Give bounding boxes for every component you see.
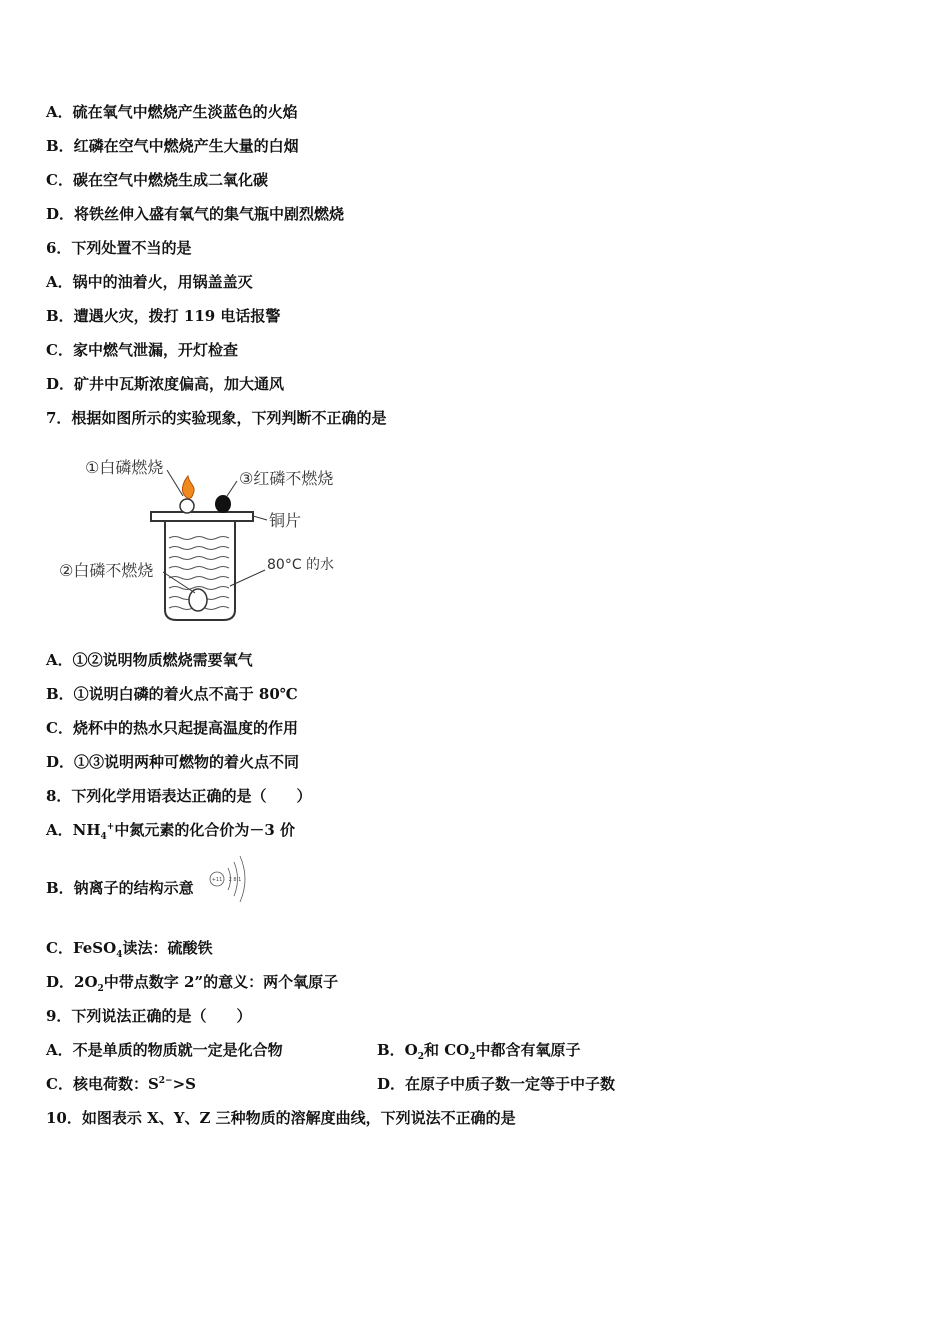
copper-plate <box>151 512 253 521</box>
q8-option-a: A．$NH_4^+$中氮元素的化合价为－3 价 <box>46 821 296 842</box>
label-red-phosphorus: ③红磷不燃烧 <box>239 469 334 488</box>
q6-option-b: B．遭遇火灾，拨打 119 电话报警 <box>46 307 281 325</box>
q8-option-c: C．FeSO$_4$读法：硫酸铁 <box>46 939 213 960</box>
q7-option-a: A．①②说明物质燃烧需要氧气 <box>46 651 253 669</box>
q6-option-c: C．家中燃气泄漏，开灯检查 <box>46 341 238 359</box>
white-phosphorus-burning <box>180 499 194 513</box>
red-phosphorus <box>215 495 231 513</box>
label-white-phosphorus-burning: ①白磷燃烧 <box>85 458 164 477</box>
q5-option-c: C．碳在空气中燃烧生成二氧化碳 <box>46 171 268 189</box>
ion-nucleus-label: +11 <box>211 877 223 883</box>
sodium-ion-structure-diagram <box>206 850 256 908</box>
q6-option-d: D．矿井中瓦斯浓度偏高，加大通风 <box>46 375 285 393</box>
label-white-phosphorus-underwater: ②白磷不燃烧 <box>59 561 154 580</box>
q9-stem: 9．下列说法正确的是（ ） <box>46 1007 252 1025</box>
q9-option-a: A．不是单质的物质就一定是化合物 <box>46 1041 283 1059</box>
q8-stem: 8．下列化学用语表达正确的是（ ） <box>46 787 312 805</box>
flame-icon <box>182 476 194 498</box>
q9-option-c: C．核电荷数：$S^{2-}>S$ <box>46 1075 196 1093</box>
combustion-experiment-figure <box>55 448 355 628</box>
q10-stem: 10．如图表示 X、Y、Z 三种物质的溶解度曲线，下列说法不正确的是 <box>46 1109 516 1127</box>
q7-option-b: B．①说明白磷的着火点不高于 80℃ <box>46 685 298 703</box>
q5-option-b: B．红磷在空气中燃烧产生大量的白烟 <box>46 137 299 155</box>
q5-option-d: D．将铁丝伸入盛有氧气的集气瓶中剧烈燃烧 <box>46 205 345 223</box>
q7-option-c: C．烧杯中的热水只起提高温度的作用 <box>46 719 298 737</box>
q7-stem: 7．根据如图所示的实验现象，下列判断不正确的是 <box>46 409 387 427</box>
label-copper-plate: 铜片 <box>269 511 302 530</box>
q9-option-b: B．$O_2$和 $CO_2$中都含有氧原子 <box>377 1041 581 1062</box>
q7-option-d: D．①③说明两种可燃物的着火点不同 <box>46 753 300 771</box>
white-phosphorus-underwater <box>189 589 207 611</box>
ion-shell-label: 2 8 1 <box>228 877 242 883</box>
label-hot-water: 80°C 的水 <box>267 557 335 573</box>
q6-option-a: A．锅中的油着火，用锅盖盖灭 <box>46 273 253 291</box>
q5-option-a: A．硫在氧气中燃烧产生淡蓝色的火焰 <box>46 103 298 121</box>
q8-option-b: B．钠离子的结构示意 <box>46 879 194 897</box>
q6-stem: 6．下列处置不当的是 <box>46 239 192 257</box>
q9-option-d: D．在原子中质子数一定等于中子数 <box>377 1075 616 1093</box>
q8-option-d: D．$2O_2$中带点数字 2”的意义：两个氧原子 <box>46 973 339 994</box>
